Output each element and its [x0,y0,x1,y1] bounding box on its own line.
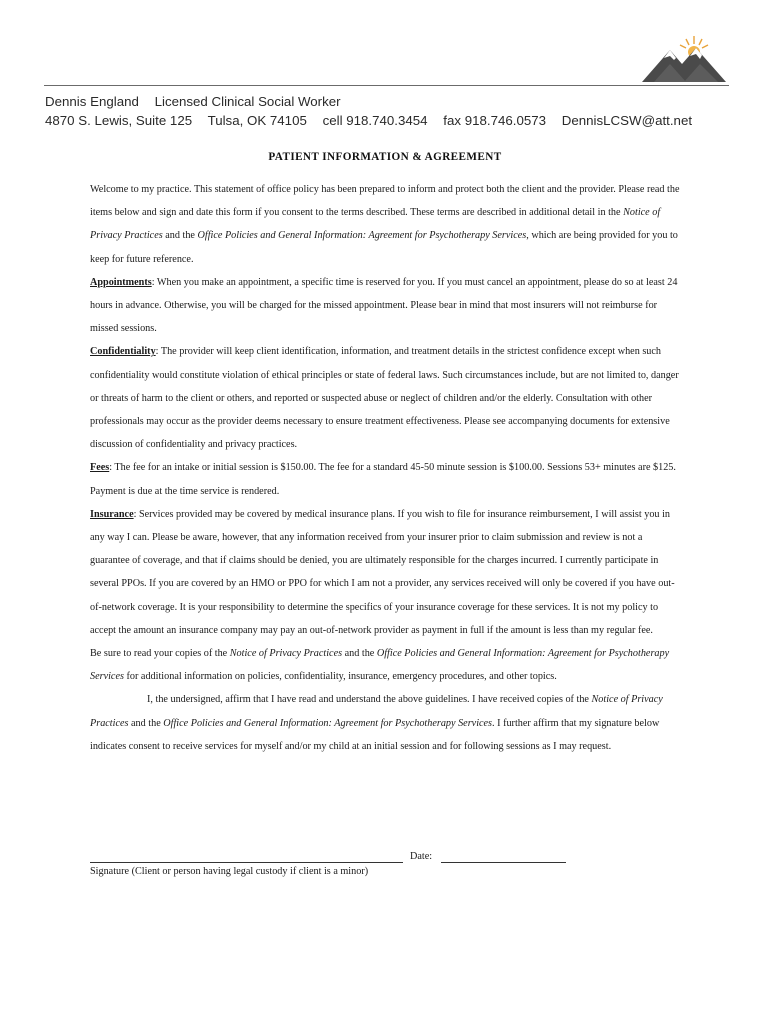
practitioner-name: Dennis England [45,94,139,109]
fees-label: Fees [90,462,110,474]
mountain-sun-logo-icon [640,34,728,84]
header-rule [44,85,729,86]
signature-field[interactable] [90,862,403,863]
date-label: Date: [410,851,433,862]
affirmation-paragraph: I, the undersigned, affirm that I have read and understand the above guidelines. I have received copies of the Notice of Privacy Practices and the Office Policies and General Information: Agreement for Psychotherapy Services. I further affirm that my signature below indicates consent to receive services for myself and/or my child at an initial session and for following sessions as I may request. [90,694,663,752]
email-address: DennisLCSW@att.net [561,113,693,128]
intro-paragraph: Welcome to my practice. This statement of office policy has been prepared to inform and protect both the client and the provider. Please read the items below and sign and date this form if you consent to the terms described. These terms are described in additional detail in the Notice of Privacy Practices and the Office Policies and General Information: Agreement for Psychotherapy Services, which are being provided for you to keep for future reference. [90,184,680,265]
insurance-paragraph: Insurance: Services provided may be covered by medical insurance plans. If you wish to file for insurance reimbursement, I will assist you in any way I can. Please be aware, however, that any information received from your insurer prior to claim submission and review is not a guarantee of coverage, and that if claims should be denied, you are ultimately responsible for the charges incurred. I currently participate in several PPOs. If you are covered by an HMO or PPO for which I am not a provider, any services received will only be covered if you have out-of-network coverage. It is your responsibility to determine the specifics of your insurance coverage for these services. It is not my policy to accept the amount an insurance company may pay an out-of-network provider as payment in full if the amount is less than my regular fee. [90,508,675,636]
signature-caption: Signature (Client or person having legal custody if client is a minor) [90,866,369,877]
practitioner-credential: Licensed Clinical Social Worker [154,94,341,109]
appointments-label: Appointments [90,276,152,288]
confidentiality-label: Confidentiality [90,346,156,358]
fees-paragraph: Fees: The fee for an intake or initial session is $150.00. The fee for a standard 45-50 minute session is $100.00. Sessions 53+ minutes are $125. Payment is due at the time service is rendered. [90,462,676,497]
letterhead [45,92,745,130]
confidentiality-paragraph: Confidentiality: The provider will keep client identification, information, and treatment details in the strictest confidence except when such confidentiality would constitute violation of ethical principles or state of federal laws. Such circumstances include, but are not limited to, danger or threats of harm to the client or others, and reported or suspected abuse or neglect of children and/or the elderly. Consultation with other professionals may occur as the provider deems necessary to ensure treatment effectiveness. Please see accompanying documents for extensive discussion of confidentiality and privacy practices. [90,346,679,451]
appointments-paragraph: Appointments: When you make an appointment, a specific time is reserved for you. If you must cancel an appointment, please do so at least 24 hours in advance. Otherwise, you will be charged for the missed appointment. Please bear in mind that most insurers will not reimburse for missed sessions. [90,276,678,335]
fax-number: fax 918.746.0573 [443,113,547,128]
street-address: 4870 S. Lewis, Suite 125 [45,113,193,128]
city-state-zip: Tulsa, OK 74105 [207,113,307,128]
date-field[interactable] [441,862,566,863]
insurance-label: Insurance [90,508,134,520]
read-copies-paragraph: Be sure to read your copies of the Notice of Privacy Practices and the Office Policies and General Information: Agreement for Psychotherapy Services for additional information on policies, confidentiality, insurance, emergency procedures, and other topics. [90,648,670,683]
document-title: PATIENT INFORMATION & AGREEMENT [268,151,502,163]
agreement-body [90,178,680,758]
signature-row [90,851,690,865]
cell-phone: cell 918.740.3454 [322,113,428,128]
